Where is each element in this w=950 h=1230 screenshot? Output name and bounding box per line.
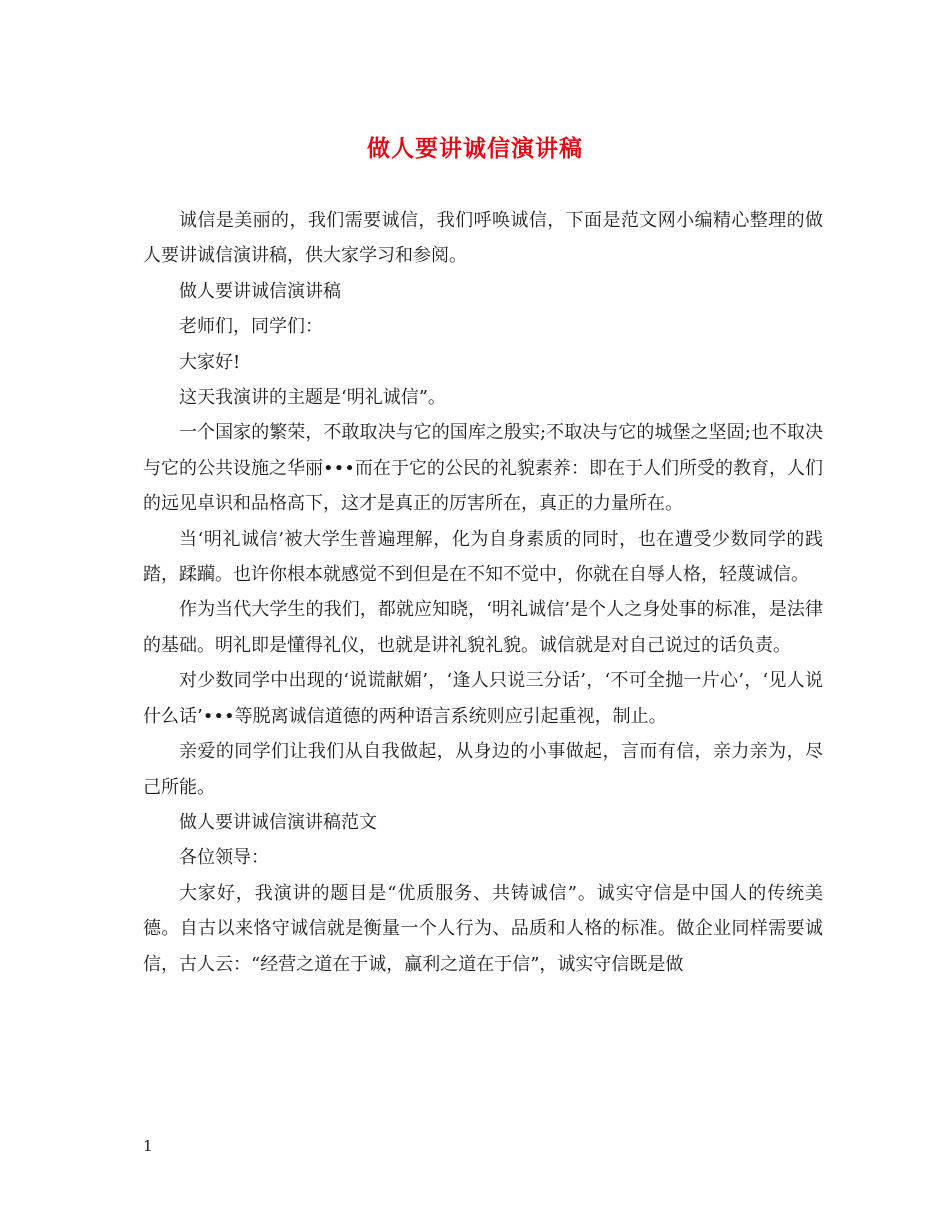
paragraph-heading: 做人要讲诚信演讲稿 — [179, 280, 341, 302]
paragraph-call: 亲爱的同学们让我们从自我做起，从身边的小事做起，言而有信，亲力亲为，尽己所能。 — [143, 741, 823, 798]
paragraph-greeting: 大家好! — [179, 351, 241, 373]
document-title: 做人要讲诚信演讲稿 — [367, 135, 583, 162]
paragraph-language: 对少数同学中出现的‘说谎献媚’，‘逢人只说三分话’，‘不可全抛一片心’，‘见人说什么话’•••等脱离诚信道德的两种语言系统则应引起重视，制止。 — [143, 670, 823, 727]
paragraph-theme: 这天我演讲的主题是‘明礼诚信”。 — [179, 387, 446, 409]
paragraph-subheading: 做人要讲诚信演讲稿范文 — [179, 811, 377, 833]
page-number: 1 — [143, 1137, 153, 1155]
document-body — [143, 203, 823, 982]
paragraph-salutation-2: 各位领导： — [179, 847, 269, 869]
paragraph-salutation: 老师们，同学们： — [179, 316, 323, 338]
paragraph-students: 当‘明礼诚信’被大学生普遍理解，化为自身素质的同时，也在遭受少数同学的践踏，蹂躏。也许你根本就感觉不到但是在不知不觉中，你就在自辱人格，轻蔑诚信。 — [143, 528, 823, 586]
paragraph-service: 大家好，我演讲的题目是“优质服务、共铸诚信”。诚实守信是中国人的传统美德。自古以来恪守诚信就是衡量一个人行为、品质和人格的标准。做企业同样需要诚信，古人云：“经营之道在于诚，赢利之道在于信”，诚实守信既是做 — [143, 882, 823, 975]
paragraph-standard: 作为当代大学生的我们，都就应知晓，‘明礼诚信’是个人之身处事的标准，是法律的基础。明礼即是懂得礼仪，也就是讲礼貌礼貌。诚信就是对自己说过的话负责。 — [143, 599, 823, 656]
paragraph-nation: 一个国家的繁荣，不敢取决与它的国库之殷实;不取决与它的城堡之坚固;也不取决与它的公共设施之华丽•••而在于它的公民的礼貌素养：即在于人们所受的教育，人们的远见卓识和品格高下，这才是真正的厉害所在，真正的力量所在。 — [143, 422, 823, 515]
paragraph-intro: 诚信是美丽的，我们需要诚信，我们呼唤诚信，下面是范文网小编精心整理的做人要讲诚信演讲稿，供大家学习和参阅。 — [143, 210, 823, 267]
